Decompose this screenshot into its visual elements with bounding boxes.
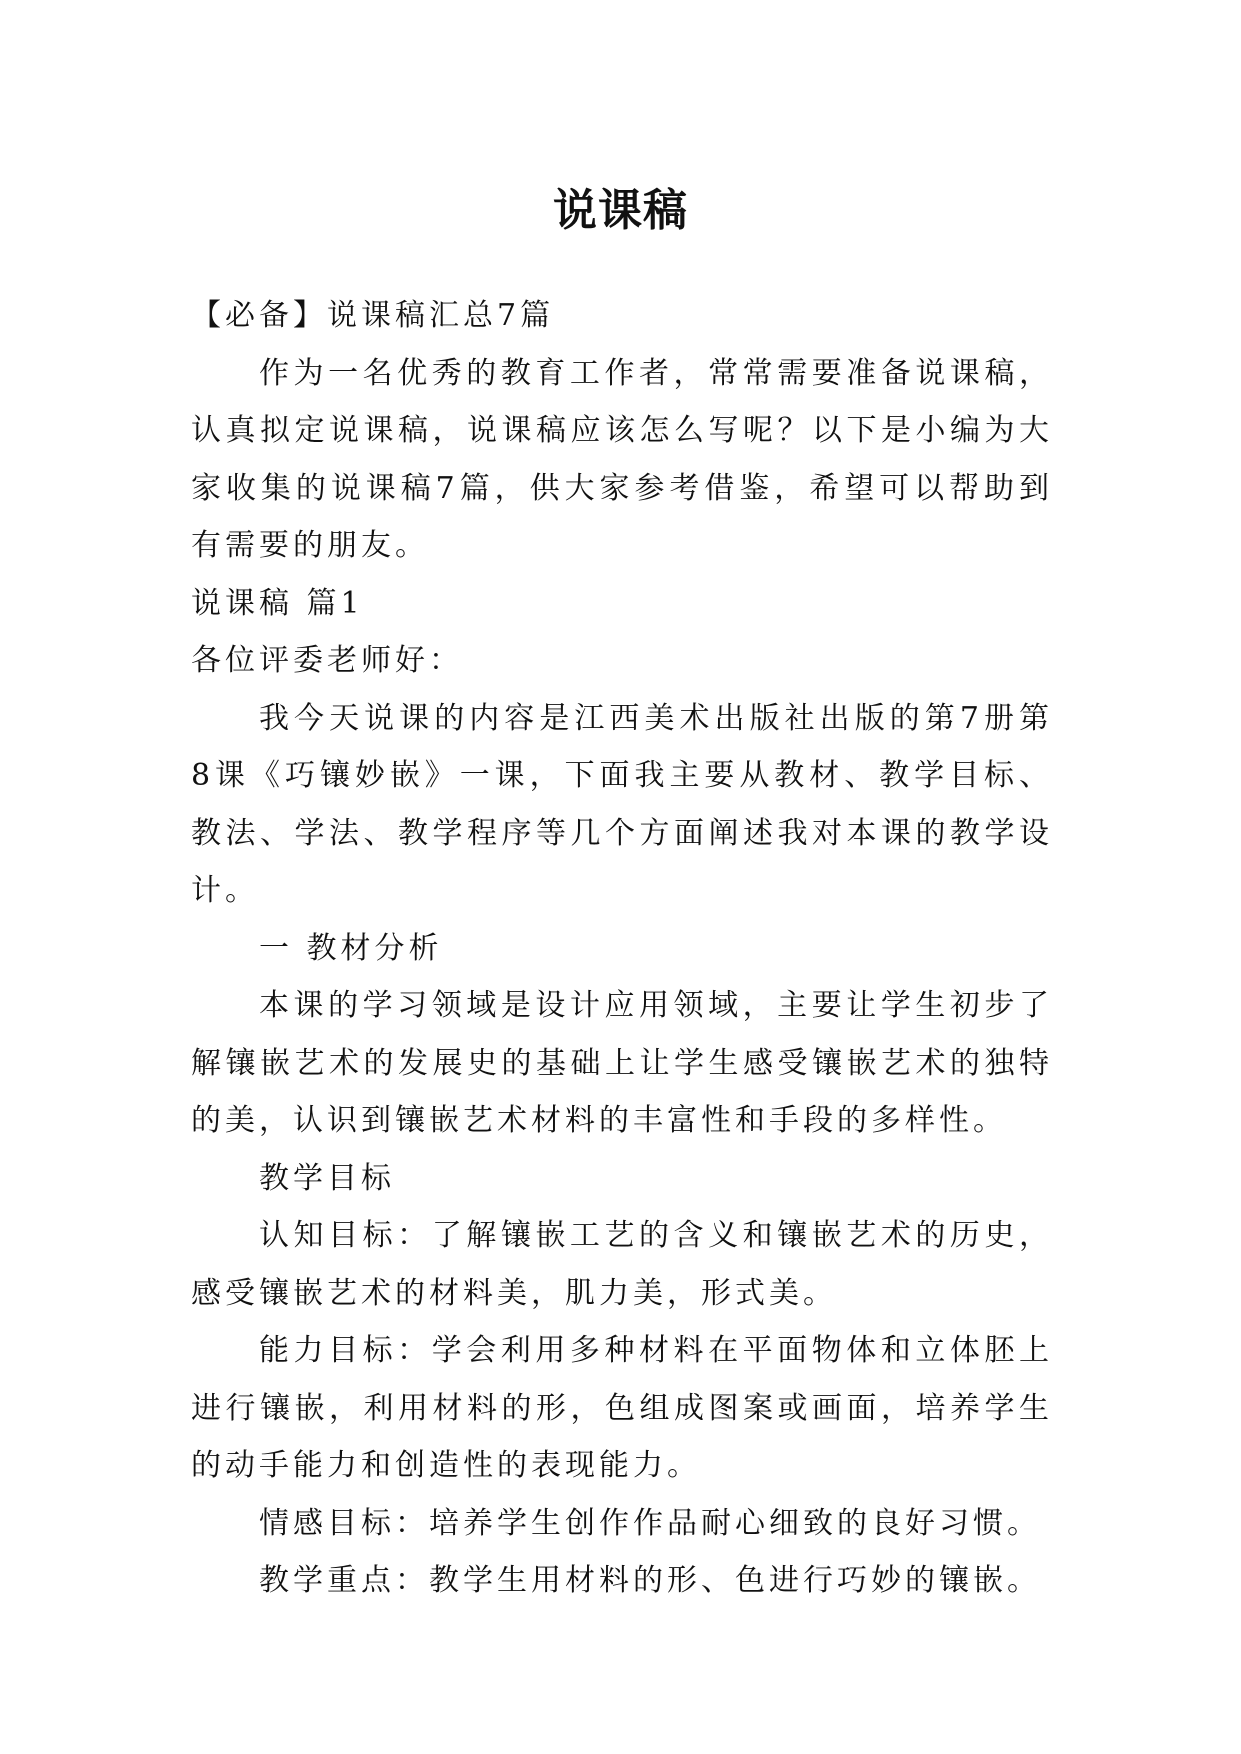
paragraph-cognitive-goal: 认知目标：了解镶嵌工艺的含义和镶嵌艺术的历史，感受镶嵌艺术的材料美，肌力美，形式美。: [191, 1218, 1053, 1311]
document-body: [191, 287, 1053, 1610]
paragraph-teaching-focus: 教学重点：教学生用材料的形、色进行巧妙的镶嵌。: [259, 1563, 1041, 1598]
paragraph-greeting: 各位评委老师好：: [191, 643, 463, 678]
paragraph-teaching-goals-heading: 教学目标: [259, 1160, 395, 1196]
document-title: 说课稿: [553, 185, 688, 237]
paragraph-material-analysis: 本课的学习领域是设计应用领域，主要让学生初步了解镶嵌艺术的发展史的基础上让学生感受镶嵌艺术的独特的美，认识到镶嵌艺术材料的丰富性和手段的多样性。: [191, 988, 1053, 1138]
paragraph-material-analysis-heading: 一 教材分析: [259, 930, 443, 966]
paragraph-section-title: 说课稿 篇1: [191, 585, 364, 621]
paragraph-lesson-content: 我今天说课的内容是江西美术出版社出版的第7册第8课《巧镶妙嵌》一课，下面我主要从教材、教学目标、教法、学法、教学程序等几个方面阐述我对本课的教学设计。: [191, 700, 1053, 908]
paragraph-intro: 作为一名优秀的教育工作者，常常需要准备说课稿，认真拟定说课稿，说课稿应该怎么写呢？以下是小编为大家收集的说课稿7篇，供大家参考借鉴，希望可以帮助到有需要的朋友。: [191, 355, 1053, 563]
paragraph-heading-summary: 【必备】说课稿汇总7篇: [191, 298, 555, 333]
paragraph-emotional-goal: 情感目标：培养学生创作作品耐心细致的良好习惯。: [259, 1505, 1041, 1541]
paragraph-ability-goal: 能力目标：学会利用多种材料在平面物体和立体胚上进行镶嵌，利用材料的形，色组成图案或画面，培养学生的动手能力和创造性的表现能力。: [191, 1333, 1053, 1483]
